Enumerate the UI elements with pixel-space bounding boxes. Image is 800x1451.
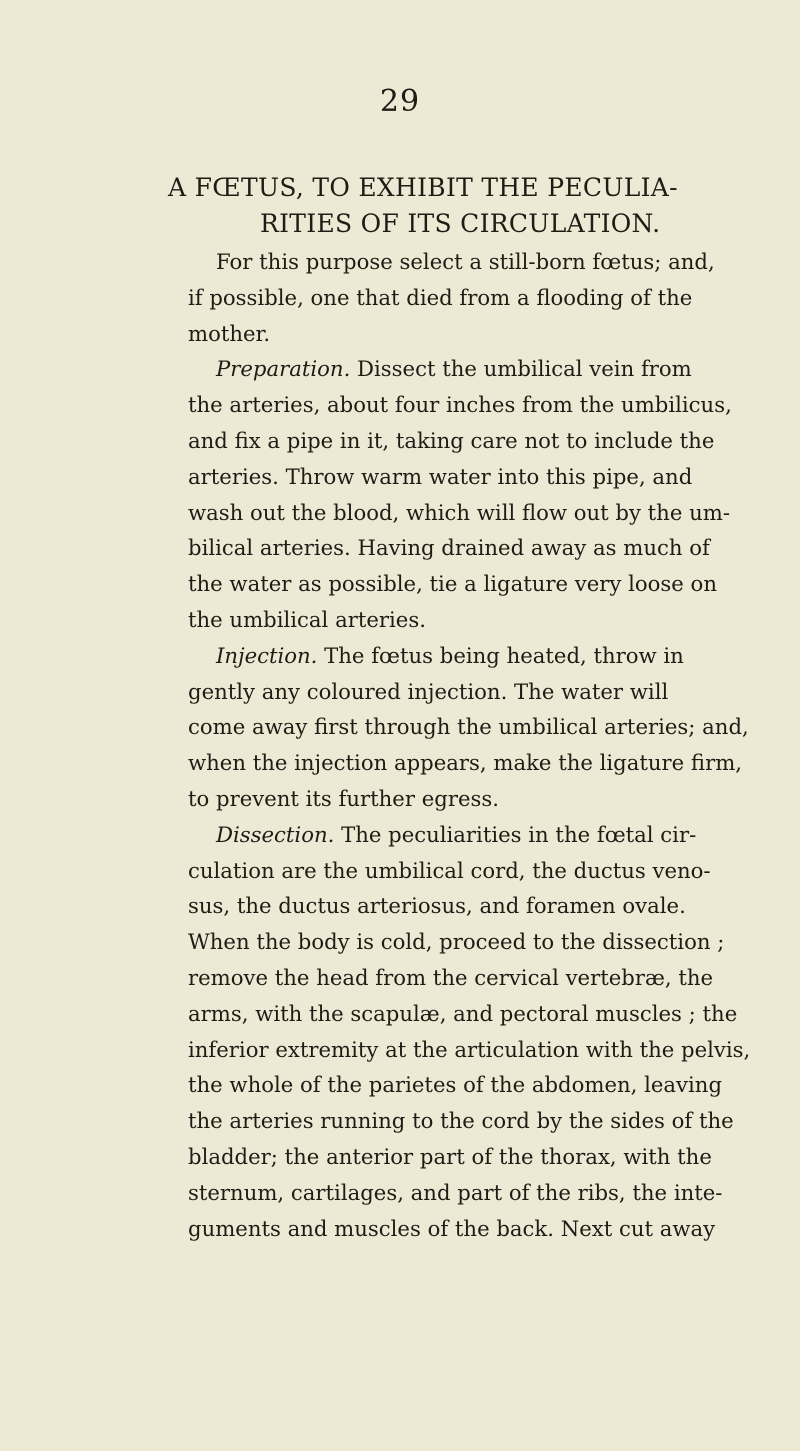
line-text: culation are the umbilical cord, the ductus veno- bbox=[188, 857, 711, 883]
text-line bbox=[188, 853, 788, 889]
line-text: bilical arteries. Having drained away as much of bbox=[188, 535, 710, 561]
text-line bbox=[188, 244, 788, 280]
text-line bbox=[188, 530, 788, 566]
text-line bbox=[188, 387, 788, 423]
text-line bbox=[188, 423, 788, 459]
heading-line: A FŒTUS, TO EXHIBIT THE PECULIA- bbox=[168, 173, 678, 202]
text-line bbox=[188, 924, 788, 960]
page-number: 29 bbox=[379, 84, 421, 119]
line-text: the whole of the parietes of the abdomen, leaving bbox=[188, 1072, 723, 1098]
line-text: For this purpose select a still-born fœtus; and, bbox=[216, 249, 715, 274]
line-text: if possible, one that died from a flooding of the bbox=[188, 284, 693, 310]
text-line bbox=[188, 1211, 788, 1247]
section-lead: Dissection. bbox=[216, 821, 335, 847]
line-text: mother. bbox=[188, 320, 271, 346]
text-line bbox=[188, 1032, 788, 1068]
line-text: guments and muscles of the back. Next cut away bbox=[188, 1215, 716, 1241]
text-line bbox=[188, 638, 788, 674]
line-text: The fœtus being heated, throw in bbox=[317, 642, 684, 668]
text-line bbox=[188, 888, 788, 924]
text-line bbox=[188, 566, 788, 602]
text-line bbox=[188, 351, 788, 387]
text-line bbox=[188, 316, 788, 352]
text-line bbox=[188, 996, 788, 1032]
line-text: wash out the blood, which will flow out by the um- bbox=[188, 499, 730, 525]
text-line bbox=[188, 459, 788, 495]
line-text: sus, the ductus arteriosus, and foramen ovale. bbox=[188, 893, 686, 919]
text-line bbox=[188, 781, 788, 817]
text-line bbox=[188, 495, 788, 531]
section-heading bbox=[168, 170, 728, 242]
line-text: when the injection appears, make the ligature firm, bbox=[188, 750, 743, 776]
line-text: gently any coloured injection. The water will bbox=[188, 678, 669, 704]
line-text: the arteries running to the cord by the sides of the bbox=[188, 1108, 734, 1134]
text-line bbox=[188, 1103, 788, 1139]
text-line bbox=[188, 745, 788, 781]
heading-line: RITIES OF ITS CIRCULATION. bbox=[260, 209, 661, 238]
line-text: the umbilical arteries. bbox=[188, 606, 426, 632]
line-text: the water as possible, tie a ligature very loose on bbox=[188, 571, 717, 597]
line-text: arteries. Throw warm water into this pipe, and bbox=[188, 463, 693, 489]
text-line bbox=[188, 280, 788, 316]
text-line bbox=[188, 709, 788, 745]
text-line bbox=[188, 817, 788, 853]
text-line bbox=[188, 960, 788, 996]
text-line bbox=[188, 1067, 788, 1103]
line-text: bladder; the anterior part of the thorax, with the bbox=[188, 1143, 712, 1169]
line-text: the arteries, about four inches from the umbilicus, bbox=[188, 392, 732, 418]
line-text: to prevent its further egress. bbox=[188, 785, 499, 811]
line-text: inferior extremity at the articulation with the pelvis, bbox=[188, 1036, 751, 1062]
line-text: The peculiarities in the fœtal cir- bbox=[334, 821, 697, 847]
body-text bbox=[188, 244, 788, 1246]
line-text: When the body is cold, proceed to the dissection ; bbox=[188, 929, 725, 955]
text-line bbox=[188, 674, 788, 710]
line-text: and fix a pipe in it, taking care not to include the bbox=[188, 427, 715, 453]
line-text: sternum, cartilages, and part of the ribs, the inte- bbox=[188, 1179, 723, 1205]
line-text: Dissect the umbilical vein from bbox=[350, 356, 692, 382]
section-lead: Preparation. bbox=[216, 356, 351, 382]
text-line bbox=[188, 602, 788, 638]
section-lead: Injection. bbox=[216, 642, 318, 668]
text-line bbox=[188, 1175, 788, 1211]
line-text: come away first through the umbilical arteries; and, bbox=[188, 714, 749, 740]
line-text: remove the head from the cervical vertebræ, the bbox=[188, 964, 714, 990]
line-text: arms, with the scapulæ, and pectoral muscles ; the bbox=[188, 1000, 738, 1026]
text-line bbox=[188, 1139, 788, 1175]
